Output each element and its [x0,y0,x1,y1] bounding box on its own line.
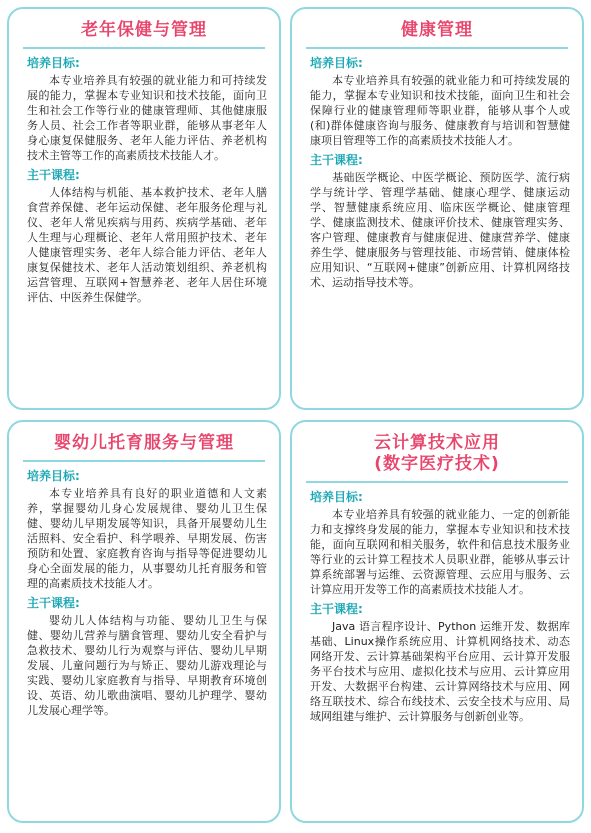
courses-text: 婴幼儿人体结构与功能、婴幼儿卫生与保健、婴幼儿营养与膳食管理、婴幼儿安全看护与急救技术、婴幼儿行为观察与评估、婴幼儿早期发展、儿童问题行为与矫正、婴幼儿游戏理论与实践、婴幼儿家庭教育与指导、早期教育环境创设、英语、幼儿歌曲演唱、婴幼儿护理学、婴幼儿发展心理学等。 [27,614,267,717]
title-divider [23,47,265,49]
card-title-line2: (数字医疗技术) [374,454,500,474]
courses-text: 人体结构与机能、基本救护技术、老年人膳食营养保健、老年运动保健、老年服务伦理与礼仪、老年人常见疾病与用药、疾病学基础、老年人生理与心理概论、老年人常用照护技术、老年人健康管理实务、老年人综合能力评估、老年人康复保健技术、老年人活动策划组织、养老机构运营管理、互联网+智慧养老、老年人居住环境评估、中医养生保健学。 [27,186,267,304]
card-title: 健康管理 [401,20,473,40]
program-card-infant-care [7,420,281,823]
goal-text: 本专业培养具有较强的就业能力和可持续发展的能力，掌握本专业知识和技术技能，面向卫生和社会保障行业的健康管理师等职业群，能够从事个人或(和)群体健康咨询与服务、健康教育与培训和智慧健康项目管理等工作的高素质技术技能人才。 [310,74,570,147]
card-title: 老年保健与管理 [81,20,207,40]
courses-text: 基础医学概论、中医学概论、预防医学、流行病学与统计学、管理学基础、健康心理学、健康运动学、智慧健康系统应用、临床医学概论、健康管理学、健康监测技术、健康评价技术、健康管理实务、客户管理、健康教育与健康促进、健康营养学、健康养生学、健康服务与管理技能、市场营销、健康体检应用知识、“互联网+健康”创新应用、计算机网络技术、运动指导技术等。 [310,171,570,289]
courses-heading: 主干课程: [310,602,363,616]
courses-heading: 主干课程: [310,153,363,167]
card-title-line1: 云计算技术应用 [374,433,500,453]
goal-text: 本专业培养具有较强的就业能力和可持续发展的能力，掌握本专业知识和技术技能，面向卫生和社会工作等行业的健康管理师、其他健康服务人员、社会工作者等职业群，能够从事老年人身心康复保健服务、老年人能力评估、养老机构技术主管等工作的高素质技术技能人才。 [27,74,267,162]
title-divider [306,47,568,49]
card-title: 婴幼儿托育服务与管理 [54,433,234,453]
courses-text: Java 语言程序设计、Python 运维开发、数据库基础、Linux操作系统应用、计算机网络技术、动态网络开发、云计算基础架构平台应用、云计算开发服务平台技术与应用、虚拟化技术与应用、云计算应用开发、大数据平台构建、云计算网络技术与应用、网络互联技术、综合布线技术、云安全技术与应用、局域网组建与维护、云计算服务与创新创业等。 [310,620,570,723]
goal-heading: 培养目标: [310,56,363,70]
courses-heading: 主干课程: [27,596,80,610]
program-card-health-management [290,7,584,410]
goal-heading: 培养目标: [310,490,363,504]
goal-text: 本专业培养具有较强的就业能力、一定的创新能力和支撑终身发展的能力，掌握本专业知识和技术技能，面向互联网和相关服务，软件和信息技术服务业等行业的云计算工程技术人员职业群，能够从事云计算系统部署与运维、云资源管理、云应用与服务、云计算应用开发等工作的高素质技术技能人才。 [310,508,570,596]
program-card-cloud-computing [290,420,584,823]
title-divider [23,460,265,462]
card-title [292,422,582,481]
goal-text: 本专业培养具有良好的职业道德和人文素养，掌握婴幼儿身心发展规律、婴幼儿卫生保健、婴幼儿早期发展等知识，具备开展婴幼儿生活照料、安全看护、科学喂养、早期发展、伤害预防和处置、家庭教育咨询与指导等促进婴幼儿身心全面发展的能力，从事婴幼儿托育服务和管理的高素质技术技能人才。 [27,487,267,590]
title-divider [306,481,568,483]
goal-heading: 培养目标: [27,56,80,70]
program-card-elderly-care [7,7,281,410]
goal-heading: 培养目标: [27,469,80,483]
courses-heading: 主干课程: [27,168,80,182]
